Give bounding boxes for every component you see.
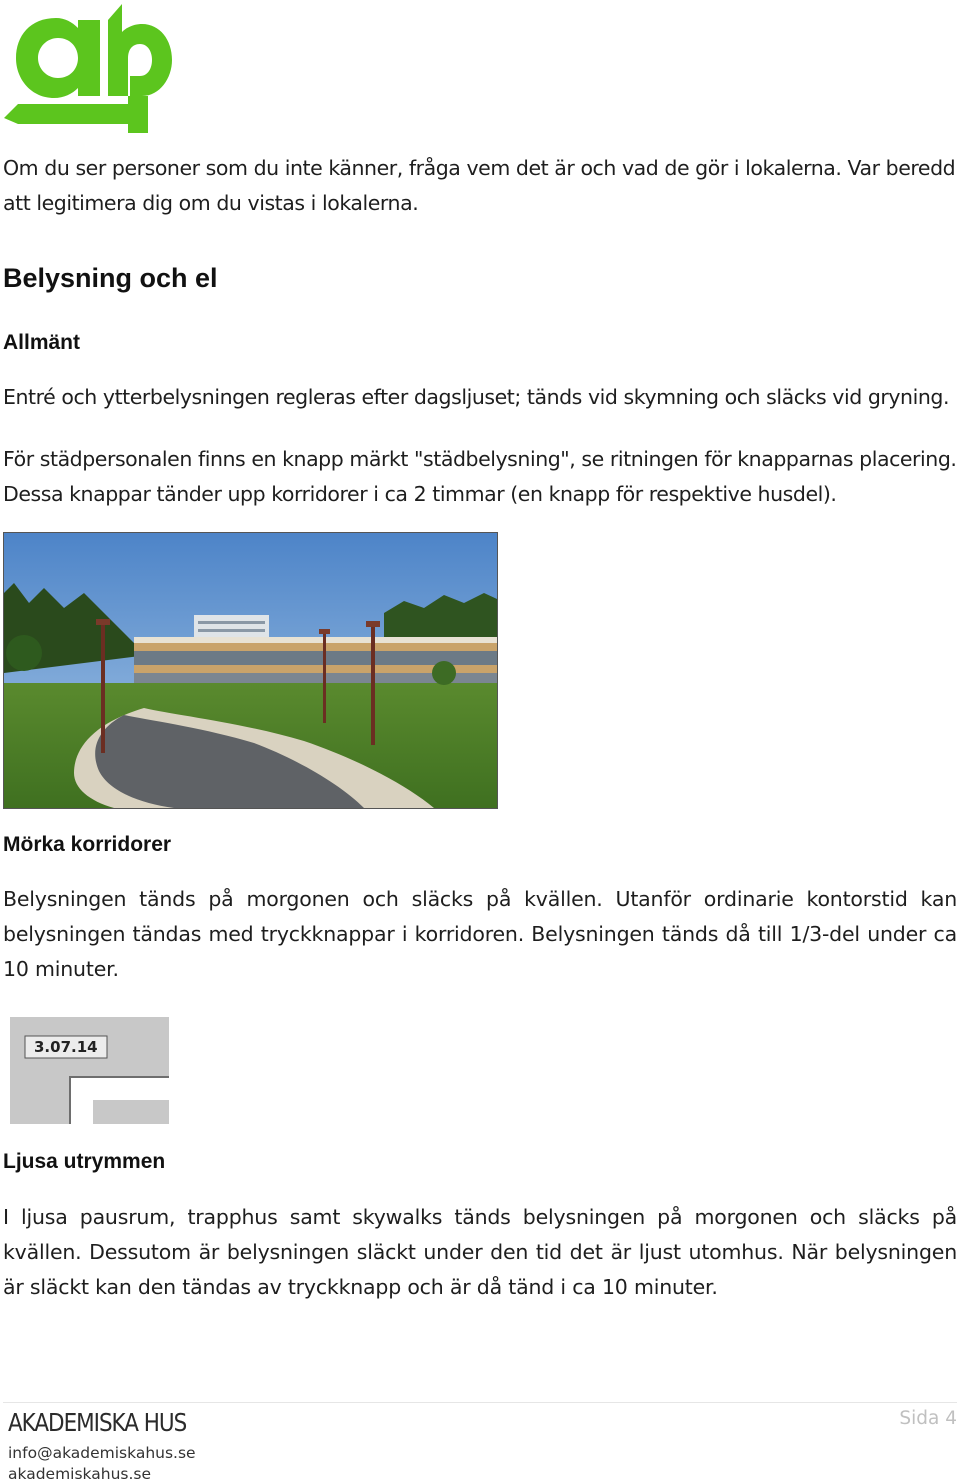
dark-corridors-paragraph: Belysningen tänds på morgonen och släcks på kvällen. Utanför ordinarie kontorstid kan belysningen tändas med tryckknappar i korridoren. Belysningen tänds då till 1/3-del under ca 10 minuter. xyxy=(3,887,957,981)
akademiska-hus-logo xyxy=(4,2,172,134)
dark-corridors-heading: Mörka korridorer xyxy=(3,833,172,856)
bright-spaces-paragraph: I ljusa pausrum, trapphus samt skywalks tänds belysningen på morgonen och släcks på kvällen. Dessutom är belysningen släckt under den tid det är ljust utomhus. När belysningen är släckt kan den tändas av tryckknapp och är då tänd i ca 10 minuter. xyxy=(3,1205,957,1299)
corridor-room-sign-image xyxy=(7,1014,169,1124)
footer-divider xyxy=(3,1402,957,1403)
footer-brand: AKADEMISKA HUS xyxy=(8,1408,187,1437)
intro-paragraph: Om du ser personer som du inte känner, fråga vem det är och vad de gör i lokalerna. Var beredd att legitimera dig om du vistas i lokalerna. xyxy=(3,156,956,215)
general-heading: Allmänt xyxy=(3,331,81,354)
room-number-label: 3.07.14 xyxy=(34,1038,98,1056)
section-title: Belysning och el xyxy=(3,263,218,293)
page-number: Sida 4 xyxy=(899,1408,957,1429)
campus-building-photo xyxy=(3,532,498,809)
general-paragraph-cleaning-button: För städpersonalen finns en knapp märkt "städbelysning", se ritningen för knapparnas placering. Dessa knappar tänder upp korridorer i ca 2 timmar (en knapp för respektive husdel). xyxy=(3,447,957,506)
bright-spaces-heading: Ljusa utrymmen xyxy=(3,1150,166,1173)
general-paragraph-outdoor-lighting: Entré och ytterbelysningen regleras efter dagsljuset; tänds vid skymning och släcks vid gryning. xyxy=(3,385,950,409)
footer-email-link[interactable]: info@akademiskahus.se xyxy=(8,1444,196,1462)
footer-website-link[interactable]: akademiskahus.se xyxy=(8,1465,152,1483)
